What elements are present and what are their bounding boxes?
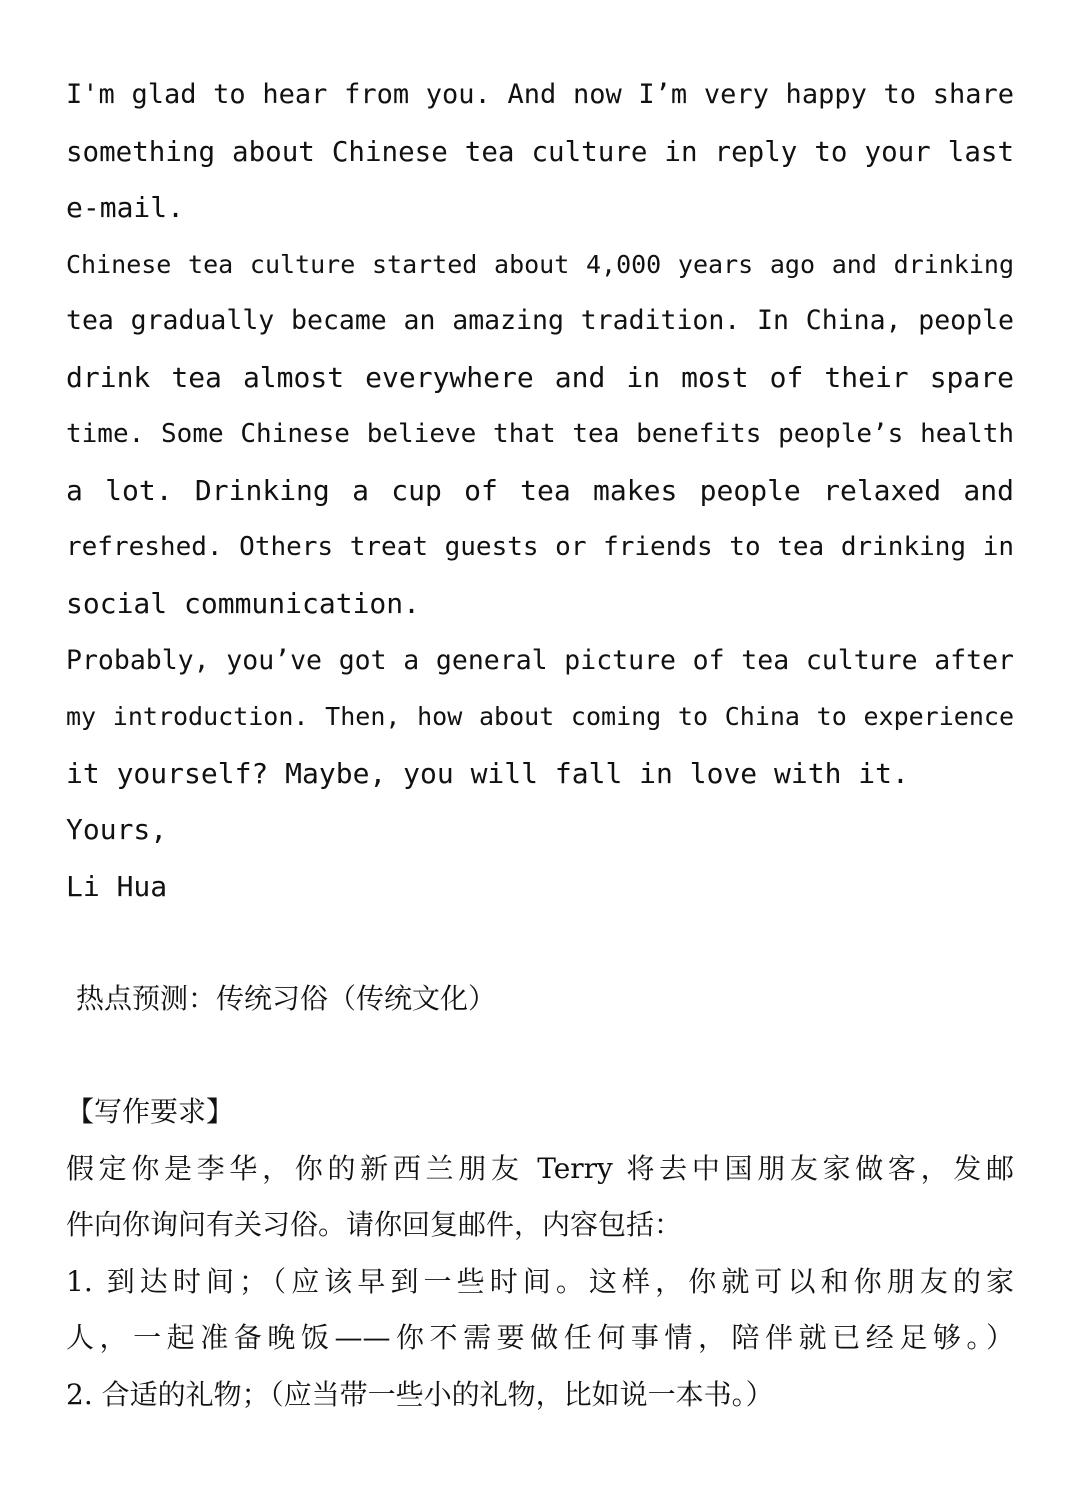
letter-line: e-mail. [66, 191, 185, 224]
hotspot-prediction: 热点预测：传统习俗（传统文化） [76, 982, 497, 1015]
letter-signature: Li Hua [66, 870, 168, 903]
letter-line: my introduction. Then, how about coming to China to experience [66, 702, 1014, 731]
letter-line: time. Some Chinese believe that tea benefits people’s health [66, 419, 1014, 449]
letter-line: something about Chinese tea culture in reply to your last [66, 136, 1014, 168]
writing-line: 1. 到达时间；（应该早到一些时间。这样，你就可以和你朋友的家 [66, 1265, 1014, 1298]
writing-line: 件向你询问有关习俗。请你回复邮件，内容包括： [66, 1208, 683, 1241]
letter-line: Chinese tea culture started about 4,000 years ago and drinking [66, 250, 1014, 279]
letter-line: it yourself? Maybe, you will fall in love with it. [66, 757, 909, 790]
writing-heading: 【写作要求】 [66, 1095, 235, 1128]
letter-line: Probably, you’ve got a general picture of tea culture after [66, 645, 1014, 676]
writing-line: 人，一起准备晚饭——你不需要做任何事情，陪伴就已经足够。） [66, 1321, 1014, 1354]
letter-line: drink tea almost everywhere and in most of their spare [66, 361, 1014, 394]
letter-line: social communication. [66, 587, 421, 620]
writing-line: 假定你是李华，你的新西兰朋友 Terry 将去中国朋友家做客，发邮 [66, 1152, 1014, 1185]
letter-line: a lot. Drinking a cup of tea makes people relaxed and [66, 474, 1014, 507]
letter-line: refreshed. Others treat guests or friends to tea drinking in [66, 532, 1014, 562]
letter-line: I'm glad to hear from you. And now I’m very happy to share [66, 79, 1014, 110]
letter-closing: Yours, [66, 813, 168, 846]
letter-line: tea gradually became an amazing tradition. In China, people [66, 305, 1014, 336]
writing-line: 2. 合适的礼物；（应当带一些小的礼物，比如说一本书。） [66, 1378, 774, 1411]
